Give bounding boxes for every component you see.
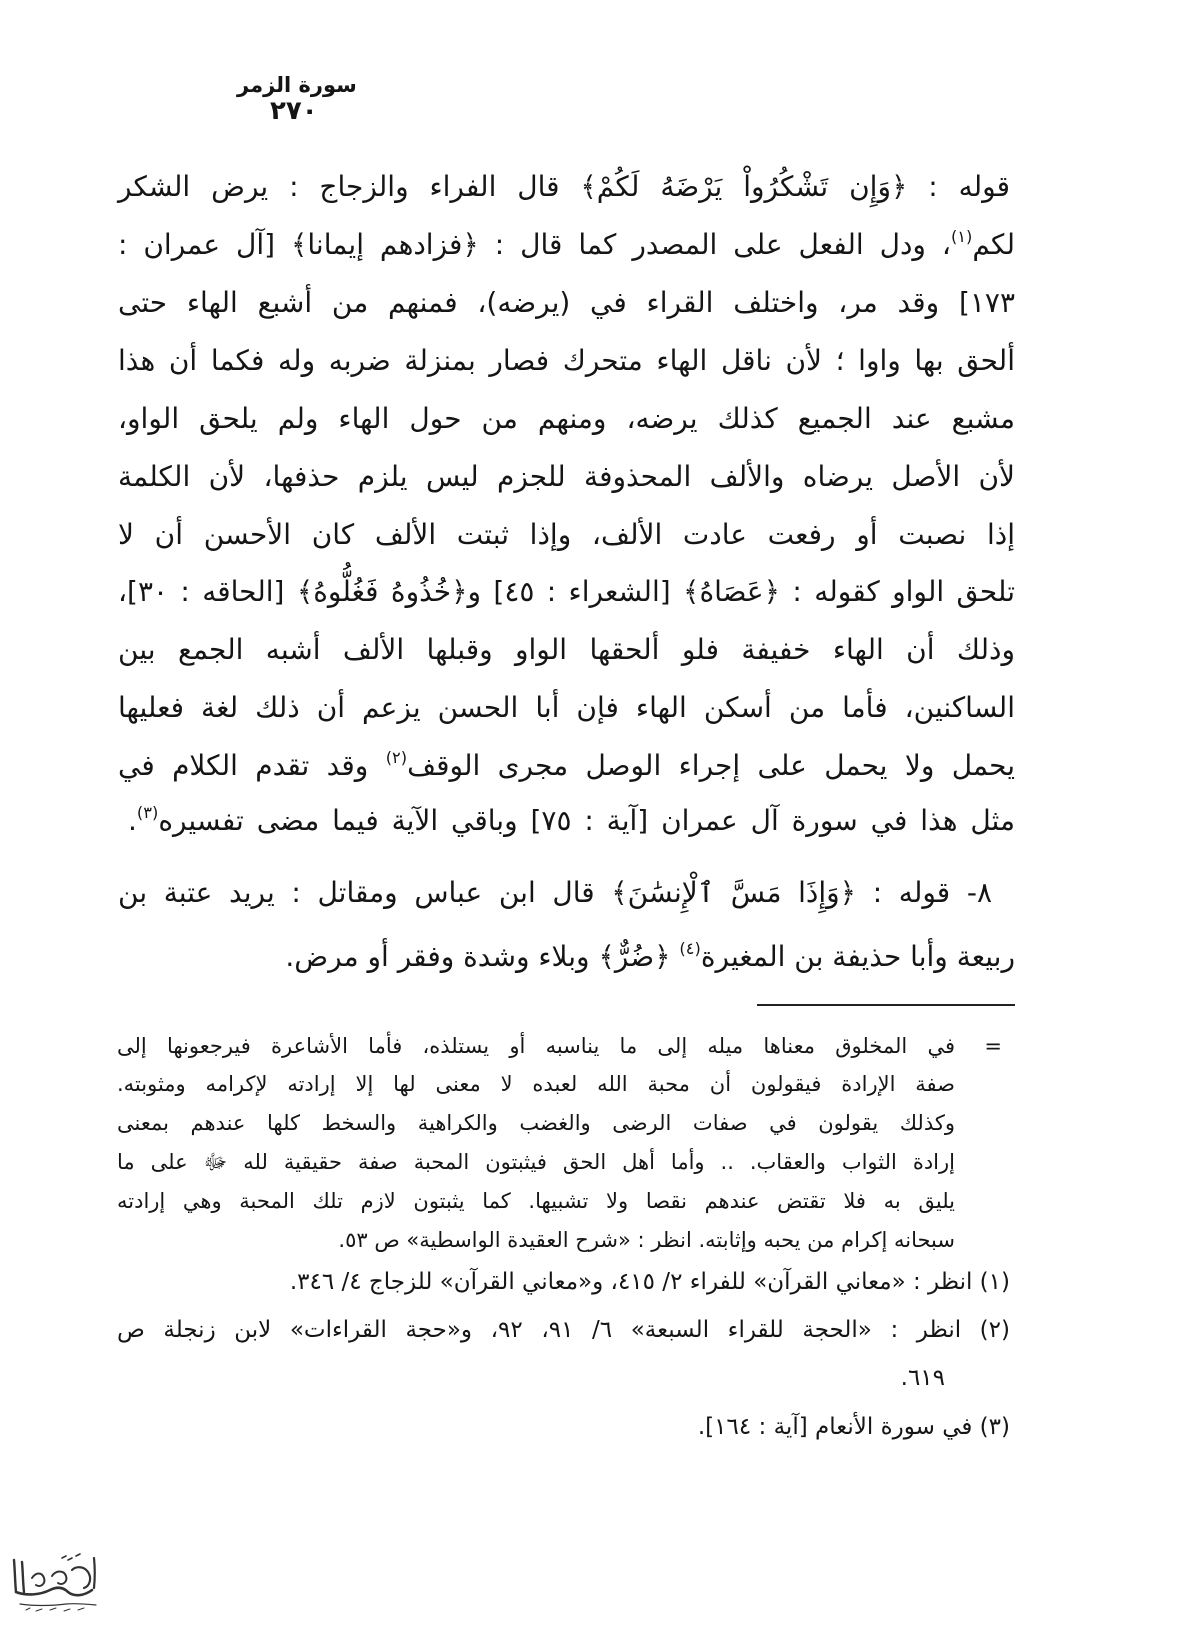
footnote-line-text: إرادة الثواب والعقاب. .. وأما أهل الحق فيثبتون المحبة صفة حقيقية لله ﷻ على ما (117, 1150, 955, 1174)
body-line-text: لأن الأصل يرضاه والألف المحذوفة للجزم ليس يلزم حذفها، لأن الكلمة (118, 460, 1015, 493)
body-line-text: تلحق الواو كقوله : ﴿عَصَاهُ﴾ [الشعراء : ٤٥] و﴿خُذُوهُ فَغُلُّوهُ﴾ [الحاقه : ٣٠]، (118, 575, 1015, 608)
footnote-ref: (٣) (136, 802, 159, 822)
footnote-continuation-marker: = (984, 1034, 1002, 1058)
body-line (118, 622, 1015, 678)
text-segment: يحمل ولا يحمل على إجراء الوصل مجرى الوقف (407, 749, 1015, 782)
body-line (118, 333, 1015, 389)
body-line-text (285, 940, 1015, 973)
footnote-line-text: وكذلك يقولون في صفات الرضى والغضب والكراهية والسخط كلها عندهم بمعنى (117, 1111, 955, 1135)
footnote-line (117, 1221, 955, 1259)
body-line-text (118, 749, 1015, 782)
footnote-entry-text: (٣) في سورة الأنعام [آية : ١٦٤]. (697, 1414, 1010, 1440)
body-line (118, 217, 1015, 273)
footnote-entry-text: ٦١٩. (900, 1365, 945, 1391)
body-line (118, 275, 1015, 331)
text-segment: ، ودل الفعل على المصدر كما قال : ﴿فزادهم إيمانا﴾ [آل عمران : (118, 228, 951, 261)
body-line-text: ألحق بها واوا ؛ لأن ناقل الهاء متحرك فصار بمنزلة ضربه وله فكما أن هذا (118, 344, 1015, 377)
body-line (118, 680, 1015, 736)
body-line-text: إذا نصبت أو رفعت عادت الألف، وإذا ثبتت الألف كان الأحسن أن لا (118, 518, 1015, 551)
footnote-ref: (٤) (679, 938, 701, 958)
footnote-line (117, 1143, 955, 1181)
text-segment: ربيعة وأبا حذيفة بن المغيرة (700, 940, 1015, 973)
footnote-entry (117, 1405, 1010, 1449)
footnote-separator (757, 1004, 1015, 1006)
text-segment: مثل هذا في سورة آل عمران [آية : ٧٥] وباقي الآية فيما مضى تفسيره (158, 804, 1015, 837)
body-line-text: ٨- قوله : ﴿وَإِذَا مَسَّ ٱلْإِنسَٰنَ﴾ قال ابن عباس ومقاتل : يريد عتبة بن (118, 876, 992, 909)
body-line-text: الساكنين، فأما من أسكن الهاء فإن أبا الحسن يزعم أن ذلك لغة فعليها (118, 691, 1015, 724)
body-line (118, 449, 1015, 505)
text-segment: ﴿ضُرٌّ﴾ وبلاء وشدة وفقر أو مرض. (285, 940, 680, 973)
footnote-line-text: يليق به فلا تقتض عندهم نقصا ولا تشبيها. كما يثبتون لازم تلك المحبة وهي إرادته (117, 1189, 955, 1213)
text-segment: لكم (972, 228, 1015, 261)
body-line-text: قوله : ﴿وَإِن تَشْكُرُواْ يَرْضَهُ لَكُمْ﴾ قال الفراء والزجاج : يرض الشكر (118, 170, 1010, 203)
footnote-line-text: في المخلوق معناها ميله إلى ما يناسبه أو يستلذه، فأما الأشاعرة فيرجعونها إلى (117, 1034, 955, 1058)
body-line-text: ١٧٣] وقد مر، واختلف القراء في (يرضه)، فمنهم من أشبع الهاء حتى (118, 286, 1015, 319)
footnote-line (117, 1065, 955, 1103)
text-segment: . (127, 804, 137, 837)
body-line-text: مشبع عند الجميع كذلك يرضه، ومنهم من حول الهاء ولم يلحق الواو، (118, 402, 1015, 435)
body-line-text: وذلك أن الهاء خفيفة فلو ألحقها الواو وقبلها الألف أشبه الجمع بين (118, 633, 1015, 666)
footnote-entry (117, 1260, 1010, 1304)
body-line (118, 929, 1015, 985)
body-line-text (118, 228, 1015, 261)
surah-title: سورة الزمر (237, 73, 357, 97)
text-segment: وقد تقدم الكلام في (117, 749, 386, 782)
body-line (118, 564, 1015, 620)
footnote-entry-text: (١) انظر : «معاني القرآن» للفراء ٢/ ٤١٥، و«معاني القرآن» للزجاج ٤/ ٣٤٦. (289, 1269, 1010, 1295)
footnote-ref: (٢) (385, 747, 408, 767)
footnote-line (117, 1182, 955, 1220)
footnote-line (117, 1027, 955, 1065)
page-number: ٢٧٠ (270, 96, 318, 126)
body-line-text (128, 804, 1015, 837)
footnote-entry-text: (٢) انظر : «الحجة للقراء السبعة» ٦/ ٩١، ٩٢، و«حجة القراءات» لابن زنجلة ص (117, 1317, 1010, 1343)
footnote-entry-continuation (645, 1356, 945, 1400)
footnote-ref: (١) (950, 226, 973, 246)
watermark-logo (6, 1548, 102, 1618)
body-line (118, 159, 1010, 215)
body-line (118, 507, 1015, 563)
footnote-line-text: سبحانه إكرام من يحبه وإثابته. انظر : «شرح العقيدة الواسطية» ص ٥٣. (338, 1228, 955, 1252)
body-line (128, 793, 1015, 849)
footnote-line-text: صفة الإرادة فيقولون أن محبة الله لعبده لا معنى لها إلا إرادته لإكرامه ومثوبته. (117, 1072, 955, 1096)
body-line (118, 738, 1015, 794)
body-line (118, 391, 1015, 447)
footnote-entry (117, 1308, 1010, 1352)
footnote-line (117, 1104, 955, 1142)
body-line (118, 865, 992, 921)
